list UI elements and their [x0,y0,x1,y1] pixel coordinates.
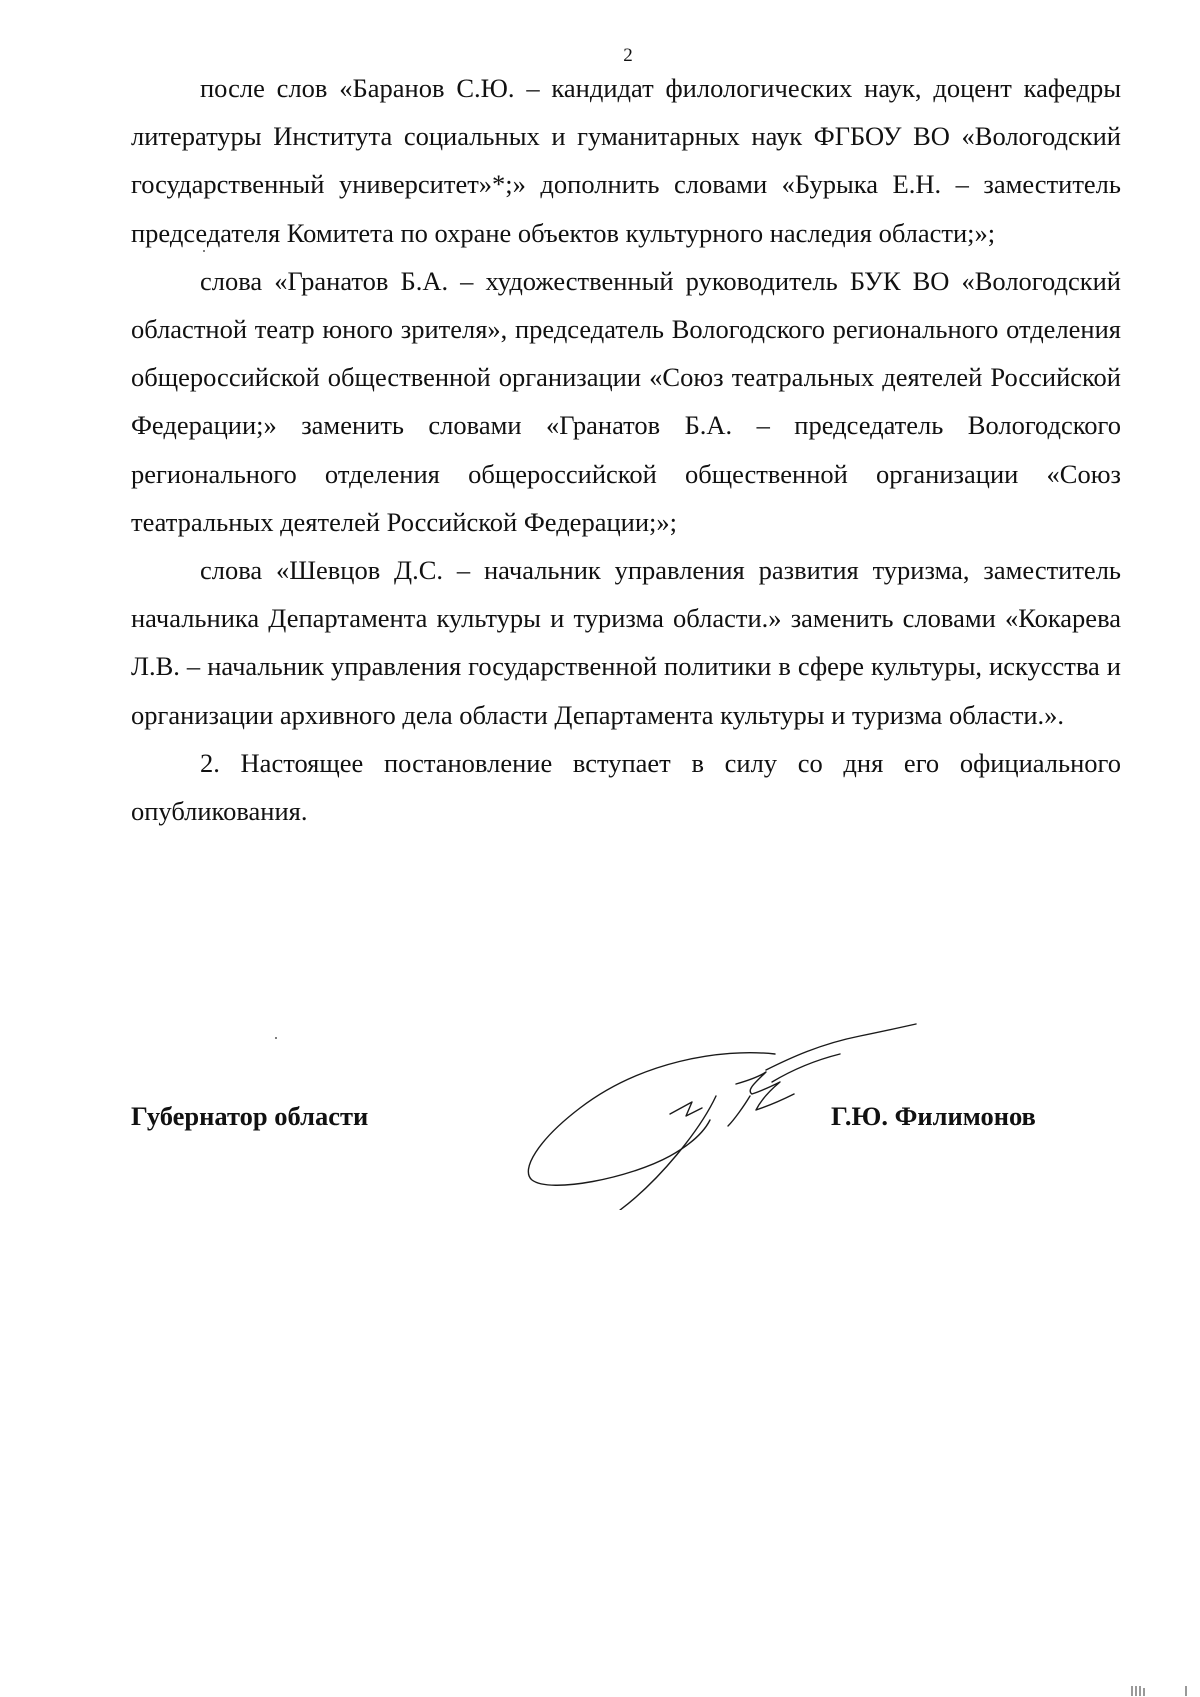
scan-speck [275,1037,277,1039]
page-number: 2 [623,45,633,66]
paragraph-granatov-amendment: слова «Гранатов Б.А. – художественный руководитель БУК ВО «Вологодский областной театр юного зрителя», председатель Вологодского регионального отделения общероссийской общественной организации «Союз театральных деятелей Российской Федерации;» заменить словами «Гранатов Б.А. – председатель Вологодского регионального отделения общероссийской общественной организации «Союз театральных деятелей Российской Федерации;»; [131,265,1121,537]
paragraph-baranov-amendment: после слов «Баранов С.Ю. – кандидат филологических наук, доцент кафедры литературы Института социальных и гуманитарных наук ФГБОУ ВО «Вологодский государственный университет»*;» дополнить словами «Бурыка Е.Н. – заместитель председателя Комитета по охране объектов культурного наследия области;»; [131,73,1121,248]
document-body [131,64,1121,835]
paragraph-shevtsov-amendment: слова «Шевцов Д.С. – начальник управления развития туризма, заместитель начальника Департамента культуры и туризма области.» заменить словами «Кокарева Л.В. – начальник управления государственной политики в сфере культуры, искусства и организации архивного дела области Департамента культуры и туризма области.». [131,555,1121,730]
governor-name: Г.Ю. Филимонов [831,1101,1036,1131]
governor-title: Губернатор области [131,1101,369,1131]
handwritten-signature [520,1010,940,1210]
scan-speck [203,250,205,252]
paragraph-effective-date: 2. Настоящее постановление вступает в силу со дня его официального опубликования. [131,747,1121,827]
scan-edge-marks [1130,1684,1190,1696]
